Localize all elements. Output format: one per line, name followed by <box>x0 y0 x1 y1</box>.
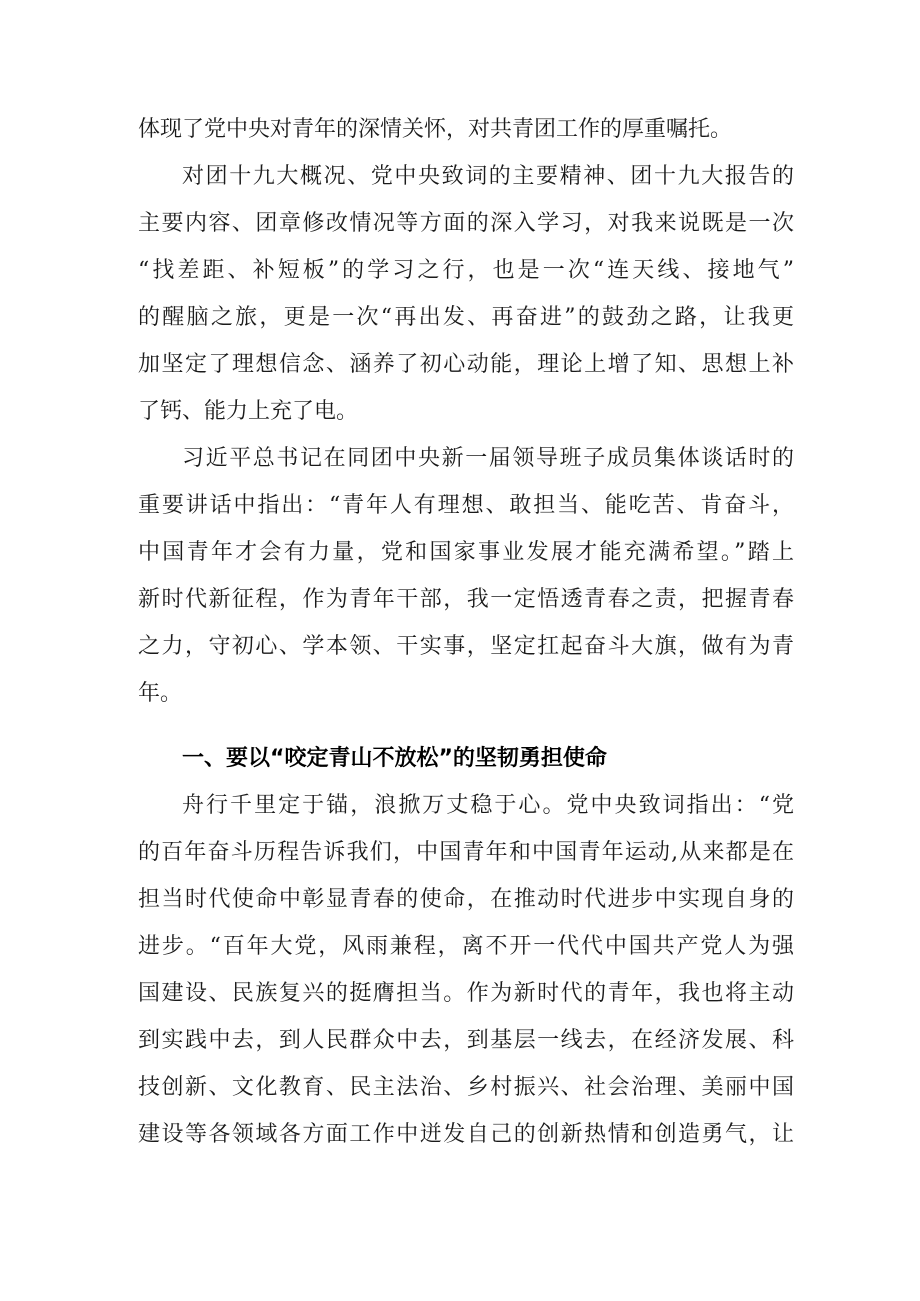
paragraph-line: 建设等各领域各方面工作中迸发自己的创新热情和创造勇气，让 <box>138 1122 794 1147</box>
paragraph-line: “找差距、补短板”的学习之行，也是一次“连天线、接地气” <box>138 258 794 283</box>
paragraph-line: 进步。“百年大党，风雨兼程，离不开一代代中国共产党人为强 <box>138 934 794 959</box>
section-heading: 一、要以“咬定青山不放松”的坚韧勇担使命 <box>182 746 607 771</box>
paragraph-line: 的百年奋斗历程告诉我们，中国青年和中国青年运动,从来都是在 <box>138 840 794 865</box>
paragraph-line: 之力，守初心、学本领、干实事，坚定扛起奋斗大旗，做有为青 <box>138 634 794 659</box>
paragraph-line: 重要讲话中指出：“青年人有理想、敢担当、能吃苦、肯奋斗， <box>138 493 794 518</box>
paragraph-line: 国建设、民族复兴的挺膺担当。作为新时代的青年，我也将主动 <box>138 981 794 1006</box>
paragraph-line: 中国青年才会有力量，党和国家事业发展才能充满希望。”踏上 <box>138 540 794 565</box>
paragraph-line: 习近平总书记在同团中央新一届领导班子成员集体谈话时的 <box>182 446 794 471</box>
paragraph-line: 体现了党中央对青年的深情关怀，对共青团工作的厚重嘱托。 <box>138 117 733 142</box>
paragraph-line: 到实践中去，到人民群众中去，到基层一线去，在经济发展、科 <box>138 1028 794 1053</box>
paragraph-line: 舟行千里定于锚，浪掀万丈稳于心。党中央致词指出：“党 <box>182 793 794 818</box>
paragraph-line: 新时代新征程，作为青年干部，我一定悟透青春之责，把握青春 <box>138 587 794 612</box>
paragraph-2 <box>138 153 794 435</box>
paragraph-line: 主要内容、团章修改情况等方面的深入学习，对我来说既是一次 <box>138 211 794 236</box>
paragraph-line: 技创新、文化教育、民主法治、乡村振兴、社会治理、美丽中国 <box>138 1075 794 1100</box>
paragraph-line: 了钙、能力上充了电。 <box>138 399 359 424</box>
paragraph-line: 年。 <box>138 681 183 706</box>
paragraph-line: 担当时代使命中彰显青春的使命，在推动时代进步中实现自身的 <box>138 887 794 912</box>
paragraph-line: 加坚定了理想信念、涵养了初心动能，理论上增了知、思想上补 <box>138 352 794 377</box>
paragraph-1 <box>138 106 794 153</box>
paragraph-line: 的醒脑之旅，更是一次“再出发、再奋进”的鼓劲之路，让我更 <box>138 305 794 330</box>
section-paragraph <box>138 782 794 1158</box>
paragraph-3 <box>138 435 794 717</box>
paragraph-line: 对团十九大概况、党中央致词的主要精神、团十九大报告的 <box>182 164 794 189</box>
